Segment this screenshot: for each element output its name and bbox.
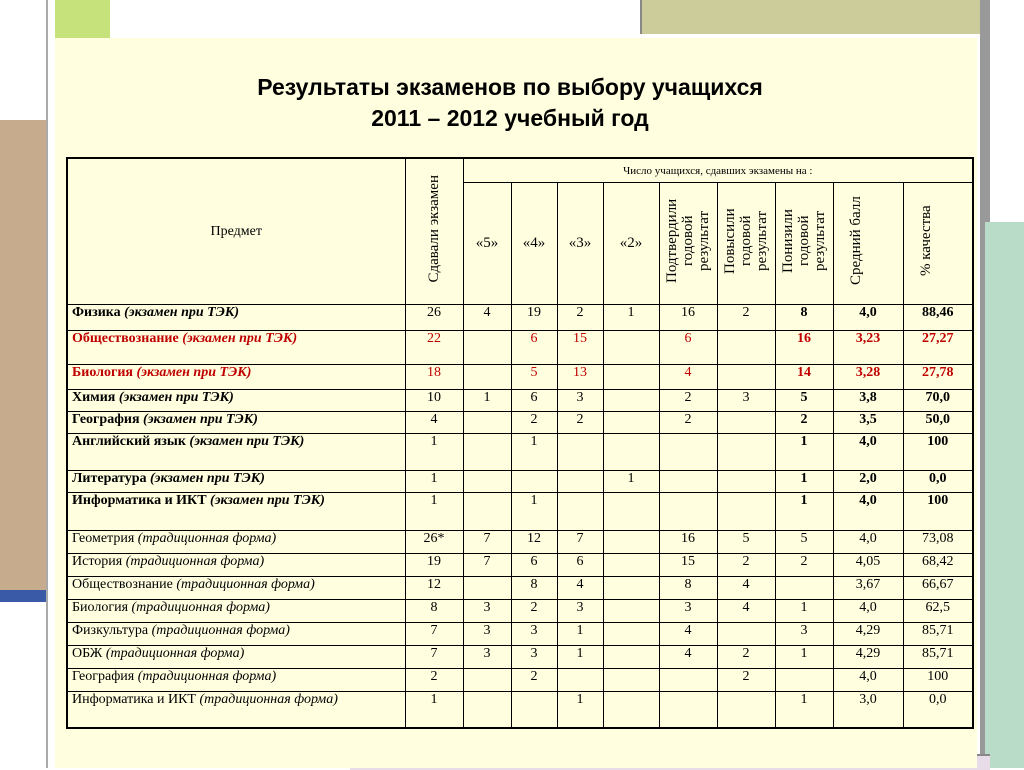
cell-g5 (463, 412, 511, 434)
cell-g3: 3 (557, 390, 603, 412)
cell-g5: 3 (463, 600, 511, 623)
cell-g4 (511, 692, 557, 728)
title-line-2: 2011 – 2012 учебный год (371, 105, 649, 131)
table-row (67, 305, 973, 331)
cell-subject (67, 471, 405, 493)
cell-g5 (463, 331, 511, 365)
cell-took: 19 (405, 554, 463, 577)
subject-name: Информатика и ИКТ (72, 493, 207, 508)
cell-avg: 4,0 (833, 434, 903, 471)
cell-g2 (603, 554, 659, 577)
cell-confirmed (659, 434, 717, 471)
cell-g2 (603, 412, 659, 434)
cell-lowered: 16 (775, 331, 833, 365)
header-lowered-text: Понизили годовой результат (780, 209, 828, 273)
cell-confirmed: 2 (659, 390, 717, 412)
header-raised-text: Повысили годовой результат (722, 208, 770, 274)
header-group: Число учащихся, сдавших экзамены на : (463, 158, 973, 183)
cell-g2 (603, 365, 659, 390)
cell-raised: 3 (717, 390, 775, 412)
cell-subject (67, 305, 405, 331)
cell-g5 (463, 434, 511, 471)
cell-raised: 2 (717, 646, 775, 669)
cell-avg: 3,5 (833, 412, 903, 434)
cell-quality: 88,46 (903, 305, 973, 331)
cell-g3: 15 (557, 331, 603, 365)
cell-subject (67, 390, 405, 412)
cell-confirmed (659, 493, 717, 531)
cell-took: 2 (405, 669, 463, 692)
cell-took: 18 (405, 365, 463, 390)
subject-name: География (72, 669, 135, 684)
cell-subject (67, 577, 405, 600)
cell-quality: 100 (903, 493, 973, 531)
cell-g2 (603, 646, 659, 669)
cell-g2 (603, 623, 659, 646)
cell-g4: 3 (511, 623, 557, 646)
cell-subject (67, 646, 405, 669)
cell-confirmed: 16 (659, 531, 717, 554)
header-took-text: Сдавали экзамен (426, 175, 442, 283)
cell-lowered (775, 577, 833, 600)
header-raised (717, 183, 775, 305)
cell-raised: 4 (717, 577, 775, 600)
cell-g5 (463, 471, 511, 493)
subject-name: Биология (72, 600, 129, 615)
cell-lowered: 1 (775, 493, 833, 531)
table-row (67, 554, 973, 577)
cell-g5 (463, 365, 511, 390)
cell-g5 (463, 493, 511, 531)
cell-g5 (463, 692, 511, 728)
cell-confirmed: 2 (659, 412, 717, 434)
cell-g2 (603, 493, 659, 531)
page-title (150, 72, 870, 134)
subject-name: Физика (72, 305, 121, 320)
cell-confirmed: 4 (659, 365, 717, 390)
cell-subject (67, 692, 405, 728)
cell-raised (717, 434, 775, 471)
cell-quality: 68,42 (903, 554, 973, 577)
table-row (67, 692, 973, 728)
cell-raised: 5 (717, 531, 775, 554)
cell-g2 (603, 390, 659, 412)
cell-quality: 100 (903, 434, 973, 471)
cell-confirmed: 3 (659, 600, 717, 623)
cell-took: 26 (405, 305, 463, 331)
cell-took: 1 (405, 434, 463, 471)
cell-lowered (775, 669, 833, 692)
header-lowered (775, 183, 833, 305)
cell-g3: 7 (557, 531, 603, 554)
cell-raised (717, 365, 775, 390)
cell-quality: 0,0 (903, 471, 973, 493)
cell-g4: 1 (511, 434, 557, 471)
cell-g3: 13 (557, 365, 603, 390)
exam-form: (традиционная форма) (137, 531, 277, 546)
cell-g2 (603, 531, 659, 554)
exam-form: (экзамен при ТЭК) (143, 412, 258, 427)
exam-form: (традиционная форма) (125, 554, 265, 569)
cell-subject (67, 365, 405, 390)
cell-confirmed (659, 669, 717, 692)
cell-raised (717, 331, 775, 365)
cell-subject (67, 434, 405, 471)
table-row (67, 531, 973, 554)
cell-avg: 3,8 (833, 390, 903, 412)
cell-g3 (557, 434, 603, 471)
cell-g4: 2 (511, 600, 557, 623)
cell-quality: 50,0 (903, 412, 973, 434)
header-grade-4: «4» (511, 183, 557, 305)
header-avg-text: Средний балл (848, 196, 864, 286)
subject-name: Физкультура (72, 623, 149, 638)
cell-g4: 6 (511, 331, 557, 365)
cell-g3: 1 (557, 623, 603, 646)
subject-name: История (72, 554, 123, 569)
cell-lowered: 8 (775, 305, 833, 331)
subject-name: ОБЖ (72, 646, 103, 661)
subject-name: Биология (72, 365, 133, 380)
cell-quality: 66,67 (903, 577, 973, 600)
subject-name: Литература (72, 471, 147, 486)
deco-mint-block (985, 222, 1024, 768)
cell-g4: 1 (511, 493, 557, 531)
cell-raised (717, 692, 775, 728)
cell-subject (67, 669, 405, 692)
cell-subject (67, 554, 405, 577)
table-row (67, 390, 973, 412)
table-row (67, 669, 973, 692)
cell-g4: 3 (511, 646, 557, 669)
cell-took: 7 (405, 623, 463, 646)
cell-g3: 4 (557, 577, 603, 600)
cell-g3 (557, 471, 603, 493)
cell-confirmed: 15 (659, 554, 717, 577)
cell-took: 1 (405, 692, 463, 728)
cell-g2 (603, 577, 659, 600)
cell-confirmed: 16 (659, 305, 717, 331)
cell-subject (67, 493, 405, 531)
cell-quality: 70,0 (903, 390, 973, 412)
cell-quality: 27,78 (903, 365, 973, 390)
header-avg (833, 183, 903, 305)
subject-name: Химия (72, 390, 116, 405)
header-confirmed (659, 183, 717, 305)
exam-form: (традиционная форма) (105, 646, 245, 661)
cell-lowered: 1 (775, 471, 833, 493)
cell-g5: 3 (463, 646, 511, 669)
cell-g2: 1 (603, 471, 659, 493)
cell-took: 22 (405, 331, 463, 365)
exam-form: (экзамен при ТЭК) (150, 471, 265, 486)
cell-avg: 4,29 (833, 646, 903, 669)
exam-form: (экзамен при ТЭК) (136, 365, 252, 380)
cell-took: 10 (405, 390, 463, 412)
cell-lowered: 1 (775, 646, 833, 669)
cell-avg: 4,05 (833, 554, 903, 577)
cell-avg: 3,67 (833, 577, 903, 600)
cell-confirmed: 4 (659, 646, 717, 669)
exam-form: (традиционная форма) (199, 692, 338, 707)
table-row (67, 471, 973, 493)
table-row (67, 365, 973, 390)
cell-g4: 2 (511, 412, 557, 434)
table-row (67, 623, 973, 646)
exam-form: (экзамен при ТЭК) (118, 390, 234, 405)
exam-form: (экзамен при ТЭК) (210, 493, 325, 508)
cell-avg: 3,28 (833, 365, 903, 390)
cell-g5: 3 (463, 623, 511, 646)
cell-g5: 7 (463, 531, 511, 554)
table-row (67, 577, 973, 600)
cell-lowered: 1 (775, 434, 833, 471)
table-row (67, 434, 973, 471)
cell-raised: 2 (717, 554, 775, 577)
cell-raised (717, 471, 775, 493)
cell-quality: 73,08 (903, 531, 973, 554)
cell-lowered: 5 (775, 390, 833, 412)
table-row (67, 412, 973, 434)
header-grade-5: «5» (463, 183, 511, 305)
cell-avg: 4,0 (833, 669, 903, 692)
table-row (67, 331, 973, 365)
cell-took: 26* (405, 531, 463, 554)
exam-form: (экзамен при ТЭК) (182, 331, 298, 346)
cell-took: 1 (405, 471, 463, 493)
cell-g3 (557, 669, 603, 692)
cell-avg: 4,29 (833, 623, 903, 646)
cell-quality: 100 (903, 669, 973, 692)
cell-raised: 2 (717, 305, 775, 331)
cell-took: 8 (405, 600, 463, 623)
cell-g2: 1 (603, 305, 659, 331)
cell-g3: 3 (557, 600, 603, 623)
cell-raised (717, 493, 775, 531)
exam-form: (традиционная форма) (137, 669, 277, 684)
cell-took: 7 (405, 646, 463, 669)
cell-g3: 1 (557, 646, 603, 669)
header-subject: Предмет (67, 158, 405, 305)
cell-g5: 7 (463, 554, 511, 577)
cell-g4: 12 (511, 531, 557, 554)
cell-lowered: 1 (775, 692, 833, 728)
subject-name: Геометрия (72, 531, 135, 546)
cell-subject (67, 623, 405, 646)
cell-took: 12 (405, 577, 463, 600)
cell-g5 (463, 577, 511, 600)
exam-form: (экзамен при ТЭК) (124, 305, 240, 320)
subject-name: Информатика и ИКТ (72, 692, 196, 707)
cell-avg: 4,0 (833, 531, 903, 554)
header-quality-text: % качества (917, 205, 934, 277)
cell-confirmed: 8 (659, 577, 717, 600)
table-row (67, 646, 973, 669)
cell-g2 (603, 434, 659, 471)
cell-g2 (603, 669, 659, 692)
cell-raised (717, 412, 775, 434)
table-row (67, 600, 973, 623)
header-grade-2: «2» (603, 183, 659, 305)
results-body (67, 305, 973, 728)
cell-g3 (557, 493, 603, 531)
cell-g3: 2 (557, 305, 603, 331)
cell-quality: 0,0 (903, 692, 973, 728)
cell-g4: 2 (511, 669, 557, 692)
cell-avg: 2,0 (833, 471, 903, 493)
cell-confirmed (659, 692, 717, 728)
cell-g4: 8 (511, 577, 557, 600)
cell-confirmed: 6 (659, 331, 717, 365)
exam-form: (традиционная форма) (131, 600, 270, 615)
cell-quality: 27,27 (903, 331, 973, 365)
results-table (66, 157, 974, 729)
cell-raised: 2 (717, 669, 775, 692)
cell-lowered: 5 (775, 531, 833, 554)
cell-confirmed: 4 (659, 623, 717, 646)
cell-g5: 4 (463, 305, 511, 331)
cell-g2 (603, 692, 659, 728)
cell-took: 4 (405, 412, 463, 434)
deco-outline-left (0, 0, 48, 768)
cell-g3: 1 (557, 692, 603, 728)
cell-g3: 6 (557, 554, 603, 577)
cell-lowered: 2 (775, 554, 833, 577)
exam-form: (традиционная форма) (151, 623, 290, 638)
cell-avg: 4,0 (833, 493, 903, 531)
cell-lowered: 1 (775, 600, 833, 623)
exam-form: (экзамен при ТЭК) (189, 434, 305, 449)
cell-avg: 4,0 (833, 305, 903, 331)
cell-g4: 19 (511, 305, 557, 331)
cell-g4: 6 (511, 390, 557, 412)
cell-avg: 3,23 (833, 331, 903, 365)
cell-g4: 6 (511, 554, 557, 577)
cell-raised (717, 623, 775, 646)
cell-quality: 85,71 (903, 623, 973, 646)
title-line-1: Результаты экзаменов по выбору учащихся (257, 74, 763, 100)
subject-name: Английский язык (72, 434, 186, 449)
subject-name: Обществознание (72, 331, 179, 346)
cell-subject (67, 331, 405, 365)
cell-subject (67, 531, 405, 554)
cell-g5 (463, 669, 511, 692)
cell-g4 (511, 471, 557, 493)
cell-confirmed (659, 471, 717, 493)
cell-g2 (603, 331, 659, 365)
header-confirmed-text: Подтвердили годовой результат (664, 198, 712, 284)
cell-avg: 3,0 (833, 692, 903, 728)
cell-lowered: 2 (775, 412, 833, 434)
exam-form: (традиционная форма) (176, 577, 315, 592)
subject-name: География (72, 412, 140, 427)
cell-quality: 62,5 (903, 600, 973, 623)
cell-took: 1 (405, 493, 463, 531)
header-quality (903, 183, 973, 305)
cell-lowered: 3 (775, 623, 833, 646)
cell-quality: 85,71 (903, 646, 973, 669)
cell-subject (67, 412, 405, 434)
table-row (67, 493, 973, 531)
cell-g5: 1 (463, 390, 511, 412)
cell-g2 (603, 600, 659, 623)
deco-olive-block (640, 0, 982, 34)
cell-raised: 4 (717, 600, 775, 623)
header-grade-3: «3» (557, 183, 603, 305)
cell-g4: 5 (511, 365, 557, 390)
cell-g3: 2 (557, 412, 603, 434)
subject-name: Обществознание (72, 577, 173, 592)
cell-subject (67, 600, 405, 623)
cell-avg: 4,0 (833, 600, 903, 623)
cell-lowered: 14 (775, 365, 833, 390)
header-took (405, 158, 463, 305)
